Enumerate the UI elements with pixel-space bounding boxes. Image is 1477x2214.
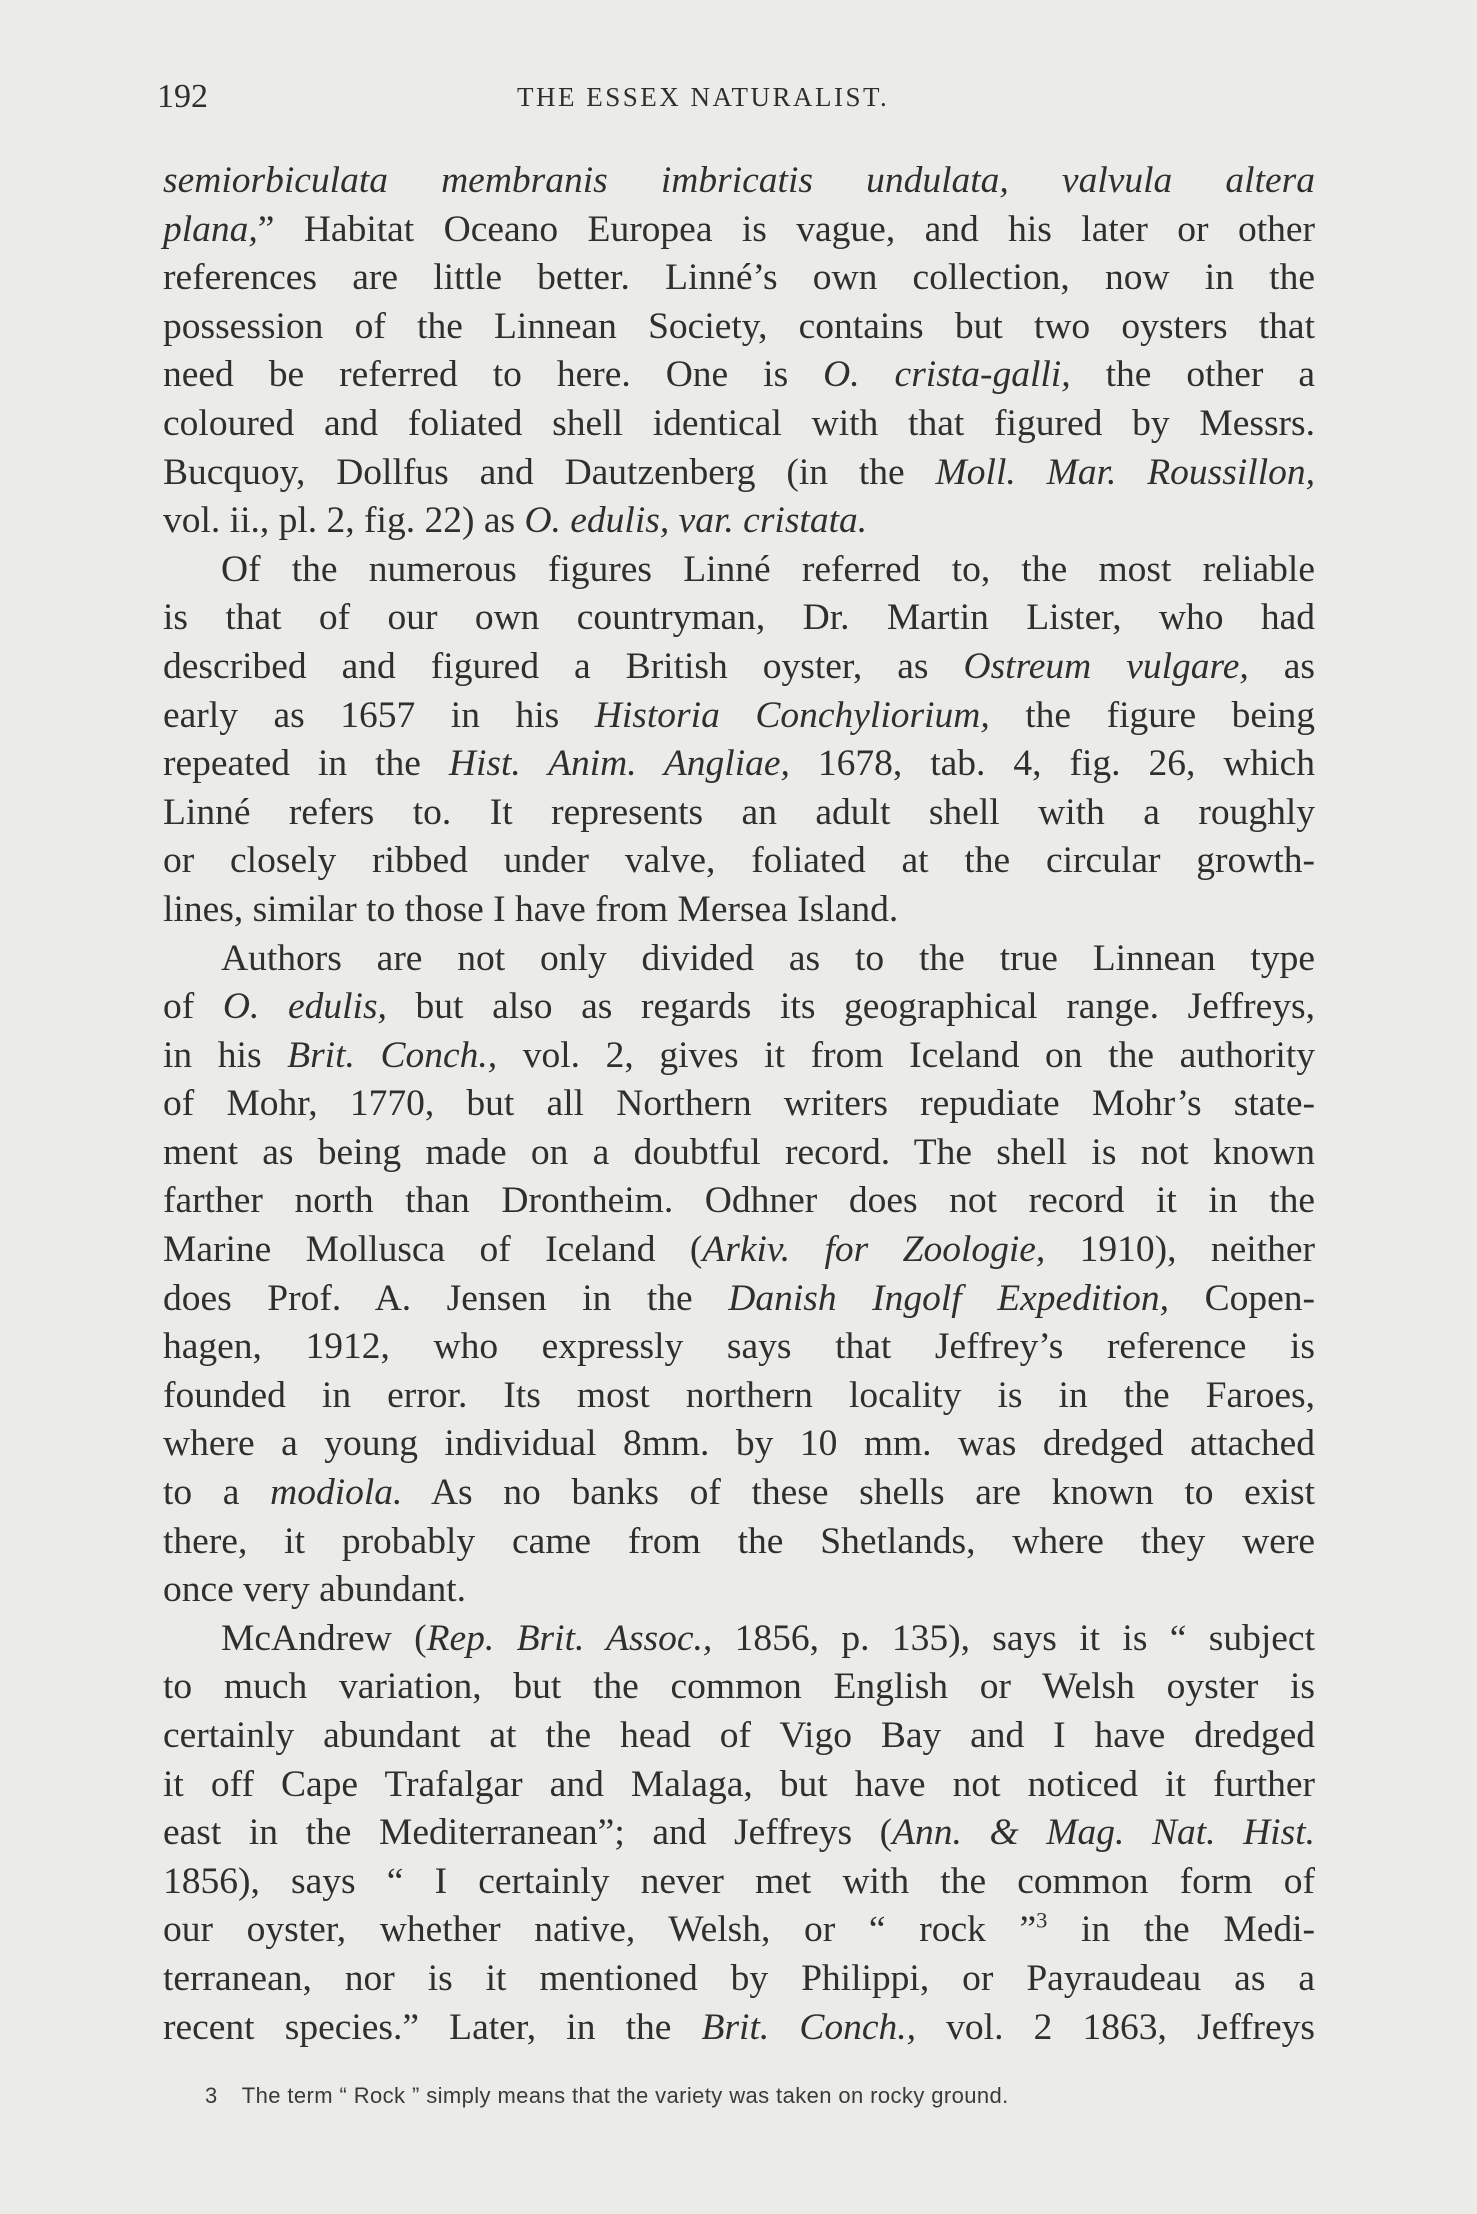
- text-span: but also as regards its geographical range. Jeffreys,: [386, 986, 1315, 1028]
- text-span: it off Cape Trafalgar and Malaga, but have not noticed it further: [163, 1763, 1315, 1805]
- text-span: of: [163, 986, 223, 1028]
- italic-span: Hist. Anim. Angliae,: [448, 743, 790, 785]
- text-line: [163, 449, 1315, 498]
- text-span: Copen-: [1169, 1277, 1315, 1319]
- text-line: [163, 1129, 1315, 1178]
- text-span: there, it probably came from the Shetlands, where they were: [163, 1520, 1315, 1562]
- text-line: [163, 1226, 1315, 1275]
- text-span: vol. ii., pl. 2, fig. 22) as: [163, 500, 525, 542]
- text-line: [163, 643, 1315, 692]
- text-span: described and figured a British oyster, as: [163, 645, 964, 687]
- text-span: to much variation, but the common English or Welsh oyster is: [163, 1666, 1315, 1708]
- text-line: [163, 1615, 1315, 1664]
- text-span: coloured and foliated shell identical with that figured by Messrs.: [163, 402, 1315, 444]
- italic-span: plana,: [163, 208, 258, 250]
- text-span: as: [1248, 645, 1315, 687]
- text-line: [163, 1906, 1315, 1955]
- italic-span: Moll. Mar. Roussillon,: [935, 451, 1315, 493]
- text-line: [163, 1032, 1315, 1081]
- page-number: 192: [157, 78, 208, 115]
- text-line: [163, 546, 1315, 595]
- text-line: [163, 351, 1315, 400]
- text-span: repeated in the: [163, 743, 449, 785]
- text-span: ” Habitat Oceano Europea is vague, and his later or other: [257, 208, 1315, 250]
- text-span: hagen, 1912, who expressly says that Jeffrey’s reference is: [163, 1326, 1315, 1368]
- italic-span: Danish Ingolf Expedition,: [728, 1277, 1170, 1319]
- text-span: Authors are not only divided as to the true Linnean type: [221, 937, 1315, 979]
- text-line: [163, 254, 1315, 303]
- text-span: is that of our own countryman, Dr. Martin Lister, who had: [163, 597, 1315, 639]
- text-span: our oyster, whether native, Welsh, or “ rock ”: [163, 1909, 1037, 1951]
- text-line: [163, 1566, 1315, 1615]
- italic-span: Arkiv. for Zoologie,: [702, 1229, 1046, 1271]
- text-line: [163, 400, 1315, 449]
- text-line: [163, 1177, 1315, 1226]
- text-span: vol. 2, gives it from Iceland on the authority: [497, 1034, 1315, 1076]
- text-span: Marine Mollusca of Iceland (: [163, 1229, 703, 1271]
- text-span: in his: [163, 1034, 288, 1076]
- footnote-number: 3: [205, 2083, 218, 2108]
- text-span: or closely ribbed under valve, foliated at the circular growth-: [163, 840, 1315, 882]
- text-line: [163, 303, 1315, 352]
- text-span: terranean, nor is it mentioned by Philippi, or Payraudeau as a: [163, 1957, 1315, 1999]
- text-line: [163, 1080, 1315, 1129]
- text-line: [163, 206, 1315, 255]
- text-line: [163, 1858, 1315, 1907]
- italic-span: O. crista-galli,: [823, 354, 1071, 396]
- footnote-ref: 3: [1036, 1907, 1048, 1933]
- text-span: possession of the Linnean Society, contains but two oysters that: [163, 305, 1315, 347]
- text-line: [163, 789, 1315, 838]
- text-line: [163, 1518, 1315, 1567]
- text-span: founded in error. Its most northern locality is in the Faroes,: [163, 1374, 1315, 1416]
- text-span: where a young individual 8mm. by 10 mm. was dredged attached: [163, 1423, 1315, 1465]
- text-span: certainly abundant at the head of Vigo Bay and I have dredged: [163, 1715, 1315, 1756]
- text-span: vol. 2 1863, Jeffreys: [916, 2006, 1316, 2048]
- italic-span: Historia Conchyliorium,: [594, 694, 990, 736]
- text-line: [163, 740, 1315, 789]
- text-span: once very abundant.: [163, 1569, 467, 1611]
- text-line: [163, 1955, 1315, 2004]
- italic-span: O. edulis, var. cristata.: [524, 500, 868, 542]
- italic-span: modiola.: [270, 1472, 403, 1514]
- footnote: [205, 2083, 1305, 2109]
- text-span: the other a: [1070, 354, 1316, 396]
- text-span: the figure being: [989, 694, 1315, 736]
- italic-span: Brit. Conch.,: [287, 1034, 498, 1076]
- text-line: [163, 157, 1315, 206]
- text-line: [163, 1663, 1315, 1712]
- text-line: [163, 1420, 1315, 1469]
- text-span: lines, similar to those I have from Mersea Island.: [163, 888, 899, 930]
- running-head: THE ESSEX NATURALIST.: [517, 82, 890, 112]
- text-line: [163, 935, 1315, 984]
- text-span: farther north than Drontheim. Odhner does not record it in the: [163, 1180, 1315, 1222]
- text-span: early as 1657 in his: [163, 694, 595, 736]
- text-span: Of the numerous figures Linné referred to, the most reliable: [221, 548, 1315, 590]
- italic-span: O. edulis,: [222, 986, 387, 1028]
- text-line: [163, 1275, 1315, 1324]
- text-span: 1910), neither: [1045, 1229, 1315, 1271]
- text-span: to a: [163, 1472, 271, 1514]
- text-span: ment as being made on a doubtful record. The shell is not known: [163, 1131, 1315, 1173]
- text-span: McAndrew (: [221, 1617, 427, 1659]
- text-span: in the Medi-: [1047, 1909, 1315, 1951]
- text-line: [163, 1323, 1315, 1372]
- text-line: [163, 983, 1315, 1032]
- text-span: does Prof. A. Jensen in the: [163, 1277, 729, 1319]
- text-span: As no banks of these shells are known to exist: [402, 1472, 1315, 1514]
- text-line: [163, 837, 1315, 886]
- italic-span: Rep. Brit. Assoc.,: [426, 1617, 713, 1659]
- text-span: 1678, tab. 4, fig. 26, which: [789, 743, 1315, 785]
- footnote-text: The term “ Rock ” simply means that the variety was taken on rocky ground.: [241, 2083, 1009, 2108]
- text-span: east in the Mediterranean”; and Jeffreys (: [163, 1812, 893, 1854]
- text-span: 1856, p. 135), says it is “ subject: [712, 1617, 1315, 1659]
- text-line: [163, 1712, 1315, 1761]
- text-line: [163, 1761, 1315, 1810]
- text-span: 1856), says “ I certainly never met with the common form of: [163, 1860, 1315, 1902]
- italic-span: Ostreum vulgare,: [963, 645, 1249, 687]
- text-span: need be referred to here. One is: [163, 354, 824, 396]
- text-span: references are little better. Linné’s own collection, now in the: [163, 257, 1315, 299]
- italic-span: semiorbiculata membranis imbricatis undulata, valvula altera: [163, 160, 1315, 201]
- text-span: Bucquoy, Dollfus and Dautzenberg (in the: [163, 451, 936, 493]
- italic-span: Ann. & Mag. Nat. Hist.: [892, 1812, 1315, 1854]
- text-line: [163, 1372, 1315, 1421]
- page-header: [157, 78, 1317, 128]
- text-line: [163, 594, 1315, 643]
- text-line: [163, 1809, 1315, 1858]
- text-line: [163, 2004, 1315, 2053]
- text-line: [163, 1469, 1315, 1518]
- italic-span: Brit. Conch.,: [701, 2006, 917, 2048]
- text-span: of Mohr, 1770, but all Northern writers repudiate Mohr’s state-: [163, 1083, 1315, 1125]
- text-line: [163, 886, 1315, 935]
- text-span: Linné refers to. It represents an adult shell with a roughly: [163, 791, 1315, 833]
- text-line: [163, 497, 1315, 546]
- body-text: [163, 157, 1315, 2052]
- text-line: [163, 692, 1315, 741]
- text-span: recent species.” Later, in the: [163, 2006, 702, 2048]
